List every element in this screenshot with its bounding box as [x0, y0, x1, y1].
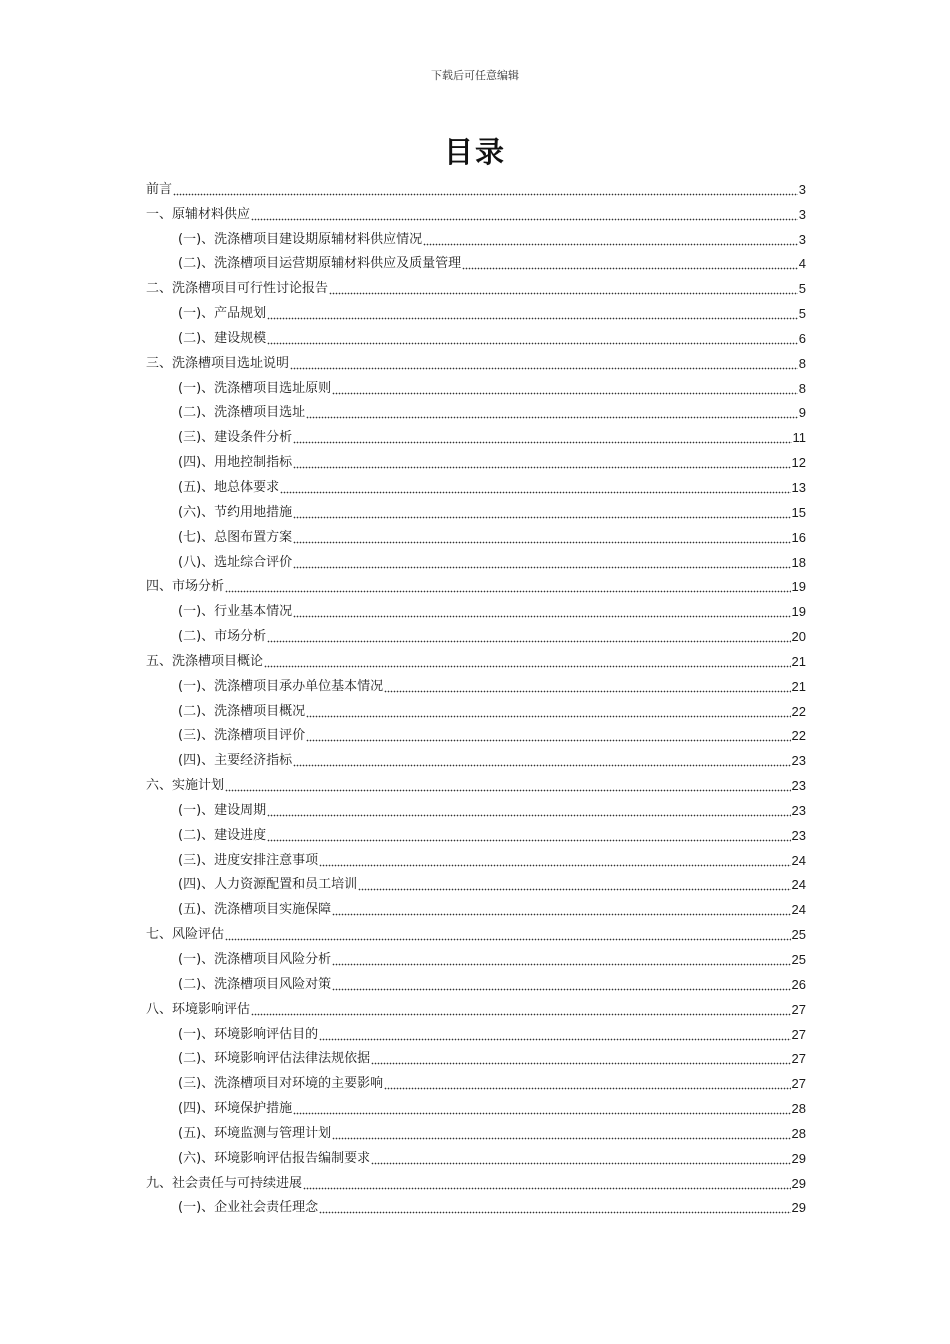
toc-subentry[interactable]	[146, 845, 806, 870]
page-title: 目录	[443, 135, 506, 169]
toc-entry-page: 24	[791, 877, 806, 893]
toc-dot-leader	[267, 814, 790, 817]
toc-entry-page: 27	[791, 1051, 806, 1067]
toc-dot-leader	[332, 988, 790, 991]
toc-entry-page: 24	[791, 852, 806, 868]
toc-entry-page: 26	[791, 976, 806, 992]
toc-entry-label: (五)、洗涤槽项目实施保障	[178, 902, 332, 918]
toc-entry-label: 前言	[146, 181, 173, 197]
toc-entry-label: (八)、选址综合评价	[178, 554, 293, 570]
toc-dot-leader	[225, 938, 791, 941]
toc-entry-page: 28	[791, 1101, 806, 1117]
toc-entry-label: (七)、总图布置方案	[178, 529, 293, 545]
toc-dot-leader	[264, 665, 791, 668]
toc-entry-page: 29	[791, 1150, 806, 1166]
toc-entry-label: (四)、环境保护措施	[178, 1101, 293, 1117]
toc-entry-label: 九、社会责任与可持续进展	[146, 1175, 303, 1191]
toc-entry[interactable]	[146, 174, 806, 199]
toc-dot-leader	[319, 864, 790, 867]
toc-entry-label: 六、实施计划	[146, 778, 225, 794]
toc-entry-page: 25	[791, 927, 806, 943]
toc-entry[interactable]	[146, 273, 806, 298]
toc-subentry[interactable]	[146, 795, 806, 820]
toc-dot-leader	[293, 615, 790, 618]
toc-entry-label: (二)、建设进度	[178, 827, 267, 843]
toc-entry[interactable]	[146, 1168, 806, 1193]
toc-dot-leader	[293, 516, 790, 519]
toc-dot-leader	[251, 1013, 791, 1016]
toc-dot-leader	[306, 739, 790, 742]
toc-dot-leader	[293, 441, 791, 444]
toc-entry-label: (二)、洗涤槽项目概况	[178, 703, 306, 719]
toc-dot-leader	[251, 218, 798, 221]
toc-subentry[interactable]	[146, 820, 806, 845]
toc-entry-page: 24	[791, 902, 806, 918]
toc-subentry[interactable]	[146, 745, 806, 770]
toc-entry-label: (一)、企业社会责任理念	[178, 1200, 319, 1216]
toc-subentry[interactable]	[146, 447, 806, 472]
toc-entry-page: 23	[791, 753, 806, 769]
toc-entry-page: 23	[791, 827, 806, 843]
toc-dot-leader	[371, 1062, 790, 1065]
toc-dot-leader	[293, 541, 790, 544]
toc-dot-leader	[267, 640, 790, 643]
toc-dot-leader	[267, 317, 798, 320]
toc-entry-page: 5	[798, 281, 806, 297]
toc-entry-page: 22	[791, 728, 806, 744]
toc-entry[interactable]	[146, 348, 806, 373]
toc-subentry[interactable]	[146, 224, 806, 249]
toc-entry-page: 13	[791, 479, 806, 495]
toc-entry-label: 五、洗涤槽项目概论	[146, 653, 264, 669]
toc-entry-page: 4	[798, 256, 806, 272]
toc-dot-leader	[293, 1112, 790, 1115]
toc-subentry[interactable]	[146, 1093, 806, 1118]
toc-entry-label: (三)、洗涤槽项目评价	[178, 728, 306, 744]
toc-entry-page: 5	[798, 306, 806, 322]
toc-entry-page: 27	[791, 1001, 806, 1017]
toc-entry-page: 3	[798, 206, 806, 222]
toc-dot-leader	[332, 392, 798, 395]
toc-dot-leader	[384, 1087, 790, 1090]
toc-subentry[interactable]	[146, 944, 806, 969]
toc-subentry[interactable]	[146, 621, 806, 646]
toc-dot-leader	[173, 193, 798, 196]
toc-entry-label: 七、风险评估	[146, 927, 225, 943]
toc-dot-leader	[462, 267, 798, 270]
toc-dot-leader	[332, 913, 790, 916]
toc-entry[interactable]	[146, 199, 806, 224]
toc-entry-page: 9	[798, 405, 806, 421]
toc-entry-label: (二)、洗涤槽项目选址	[178, 405, 306, 421]
toc-entry-label: 三、洗涤槽项目选址说明	[146, 355, 290, 371]
toc-entry-page: 22	[791, 703, 806, 719]
toc-entry-label: (一)、洗涤槽项目承办单位基本情况	[178, 678, 384, 694]
toc-entry-label: (四)、主要经济指标	[178, 753, 293, 769]
toc-subentry[interactable]	[146, 1118, 806, 1143]
toc-dot-leader	[293, 566, 790, 569]
toc-entry-label: (一)、洗涤槽项目建设期原辅材料供应情况	[178, 231, 423, 247]
toc-entry-page: 16	[791, 529, 806, 545]
toc-entry-page: 15	[791, 504, 806, 520]
toc-entry-page: 3	[798, 181, 806, 197]
toc-dot-leader	[306, 416, 798, 419]
toc-entry-page: 27	[791, 1076, 806, 1092]
toc-subentry[interactable]	[146, 298, 806, 323]
toc-dot-leader	[332, 1137, 790, 1140]
toc-entry-page: 21	[791, 678, 806, 694]
toc-entry-label: (二)、洗涤槽项目运营期原辅材料供应及质量管理	[178, 256, 462, 272]
toc-dot-leader	[303, 1187, 791, 1190]
toc-entry-page: 23	[791, 778, 806, 794]
toc-dot-leader	[319, 1211, 790, 1214]
toc-entry-page: 23	[791, 802, 806, 818]
toc-entry-label: (五)、地总体要求	[178, 479, 280, 495]
header-note: 下载后可任意编辑	[431, 69, 519, 82]
toc-entry[interactable]	[146, 646, 806, 671]
toc-dot-leader	[290, 367, 798, 370]
toc-dot-leader	[293, 466, 790, 469]
toc-dot-leader	[332, 963, 790, 966]
toc-dot-leader	[384, 690, 790, 693]
toc-subentry[interactable]	[146, 1068, 806, 1093]
toc-subentry[interactable]	[146, 696, 806, 721]
toc-entry-page: 8	[798, 355, 806, 371]
toc-dot-leader	[293, 764, 790, 767]
toc-entry-page: 11	[792, 430, 806, 446]
toc-subentry[interactable]	[146, 398, 806, 423]
toc-entry-page: 27	[791, 1026, 806, 1042]
toc-entry[interactable]	[146, 919, 806, 944]
toc-entry-label: 一、原辅材料供应	[146, 206, 251, 222]
toc-subentry[interactable]	[146, 894, 806, 919]
toc-entry-page: 29	[791, 1200, 806, 1216]
toc-entry-label: (六)、环境影响评估报告编制要求	[178, 1150, 371, 1166]
toc-dot-leader	[358, 888, 790, 891]
toc-dot-leader	[306, 715, 790, 718]
toc-dot-leader	[319, 1038, 790, 1041]
toc-dot-leader	[329, 292, 798, 295]
toc-entry-label: (三)、建设条件分析	[178, 430, 293, 446]
toc-subentry[interactable]	[146, 1193, 806, 1218]
toc-subentry[interactable]	[146, 870, 806, 895]
toc-entry-label: (五)、环境监测与管理计划	[178, 1125, 332, 1141]
toc-dot-leader	[225, 789, 791, 792]
toc-entry-label: (三)、进度安排注意事项	[178, 852, 319, 868]
toc-entry[interactable]	[146, 572, 806, 597]
toc-entry-label: (四)、人力资源配置和员工培训	[178, 877, 358, 893]
toc-entry-page: 3	[798, 231, 806, 247]
toc-entry-page: 19	[791, 604, 806, 620]
toc-entry-label: (一)、行业基本情况	[178, 604, 293, 620]
table-of-contents	[146, 174, 806, 1217]
toc-subentry[interactable]	[146, 497, 806, 522]
toc-entry-label: (二)、市场分析	[178, 629, 267, 645]
toc-entry-label: (二)、洗涤槽项目风险对策	[178, 976, 332, 992]
toc-entry-label: (四)、用地控制指标	[178, 455, 293, 471]
toc-subentry[interactable]	[146, 596, 806, 621]
toc-entry-page: 20	[791, 629, 806, 645]
toc-entry-label: (一)、洗涤槽项目风险分析	[178, 952, 332, 967]
toc-subentry[interactable]	[146, 1019, 806, 1044]
toc-entry-label: (三)、洗涤槽项目对环境的主要影响	[178, 1076, 384, 1092]
toc-entry-label: (一)、环境影响评估目的	[178, 1026, 319, 1042]
toc-entry-page: 18	[791, 554, 806, 570]
toc-entry-page: 29	[791, 1175, 806, 1191]
toc-subentry[interactable]	[146, 1044, 806, 1069]
toc-entry-label: (一)、建设周期	[178, 802, 267, 818]
toc-dot-leader	[267, 342, 798, 345]
toc-entry-page: 12	[791, 455, 806, 471]
toc-entry[interactable]	[146, 994, 806, 1019]
toc-entry-label: (二)、建设规模	[178, 330, 267, 346]
toc-subentry[interactable]	[146, 249, 806, 274]
toc-subentry[interactable]	[146, 547, 806, 572]
toc-dot-leader	[267, 839, 790, 842]
toc-subentry[interactable]	[146, 671, 806, 696]
toc-subentry[interactable]	[146, 323, 806, 348]
toc-entry-page: 21	[791, 653, 806, 669]
toc-entry-page: 6	[798, 330, 806, 346]
toc-entry-label: 四、市场分析	[146, 579, 225, 595]
toc-entry-label: (六)、节约用地措施	[178, 504, 293, 520]
toc-subentry[interactable]	[146, 373, 806, 398]
toc-entry[interactable]	[146, 770, 806, 795]
toc-dot-leader	[423, 243, 798, 246]
toc-subentry[interactable]	[146, 969, 806, 994]
toc-subentry[interactable]	[146, 721, 806, 746]
toc-entry-page: 28	[791, 1125, 806, 1141]
toc-subentry[interactable]	[146, 472, 806, 497]
toc-dot-leader	[280, 491, 790, 494]
toc-dot-leader	[371, 1162, 790, 1165]
toc-subentry[interactable]	[146, 522, 806, 547]
toc-entry-page: 19	[791, 579, 806, 595]
toc-entry-label: 八、环境影响评估	[146, 1001, 251, 1017]
toc-entry-label: 二、洗涤槽项目可行性讨论报告	[146, 281, 329, 297]
toc-subentry[interactable]	[146, 422, 806, 447]
toc-entry-label: (一)、产品规划	[178, 306, 267, 322]
toc-entry-page: 25	[791, 952, 806, 967]
toc-entry-page: 8	[798, 380, 806, 396]
toc-dot-leader	[225, 590, 791, 593]
toc-entry-label: (二)、环境影响评估法律法规依据	[178, 1051, 371, 1067]
toc-subentry[interactable]	[146, 1143, 806, 1168]
toc-entry-label: (一)、洗涤槽项目选址原则	[178, 380, 332, 396]
